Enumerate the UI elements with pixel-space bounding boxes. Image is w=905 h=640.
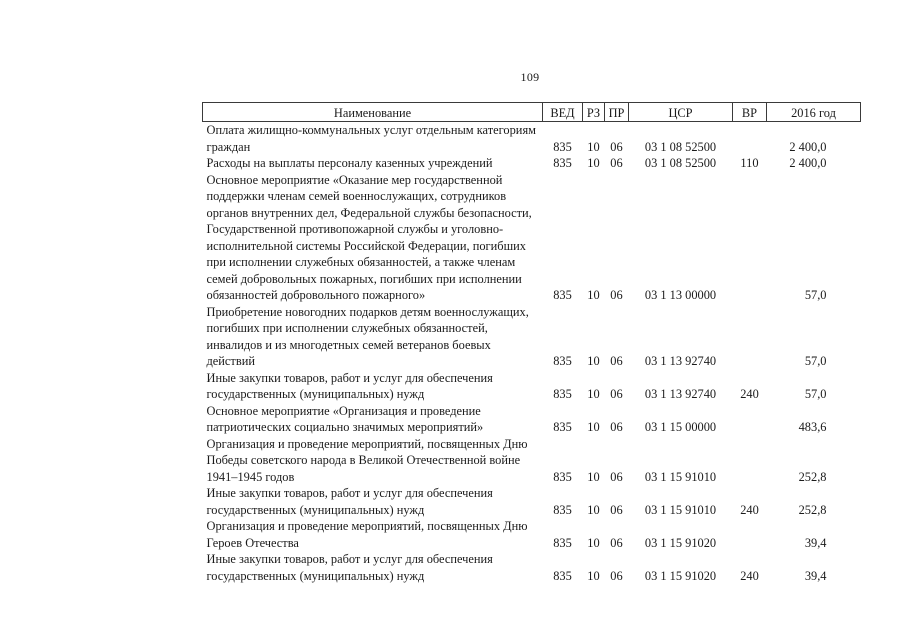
table-row — [203, 551, 861, 584]
table-row — [203, 485, 861, 518]
row-pr: 06 — [610, 420, 623, 434]
row-rz: 10 — [587, 354, 600, 368]
row-ved: 835 — [553, 535, 572, 550]
row-amount: 57,0 — [804, 354, 827, 368]
row-vr: 240 — [740, 502, 759, 517]
row-name: Расходы на выплаты персоналу казенных учреждений — [206, 156, 493, 170]
row-name: Организация и проведение мероприятий, посвященных Дню Победы советского народа в Великой Отечественной войне 1941–1945 годов — [206, 436, 528, 484]
row-csr: 03 1 15 91020 — [644, 535, 717, 550]
row-vr: 240 — [740, 568, 759, 583]
row-pr: 06 — [610, 139, 623, 154]
row-csr: 03 1 15 91010 — [644, 502, 717, 517]
row-ved: 835 — [553, 156, 572, 170]
header-pr: ПР — [605, 103, 629, 122]
header-rz: РЗ — [583, 103, 605, 122]
row-vr — [733, 122, 767, 156]
row-vr — [733, 403, 767, 436]
row-name: Иные закупки товаров, работ и услуг для обеспечения государственных (муниципальных) нужд — [206, 552, 493, 583]
row-rz: 10 — [587, 156, 600, 170]
row-amount: 252,8 — [798, 502, 827, 517]
row-name: Организация и проведение мероприятий, посвященных Дню Героев Отечества — [206, 519, 528, 550]
header-name: Наименование — [203, 103, 543, 122]
row-name: Основное мероприятие «Организация и проведение патриотических социально значимых мероприятий» — [206, 403, 484, 434]
row-ved: 835 — [553, 502, 572, 517]
row-pr: 06 — [610, 535, 623, 550]
header-year: 2016 год — [767, 103, 861, 122]
row-ved: 835 — [553, 288, 572, 302]
row-rz: 10 — [587, 420, 600, 434]
row-amount: 2 400,0 — [789, 156, 827, 170]
table-row — [203, 122, 861, 156]
row-rz: 10 — [587, 139, 600, 154]
table-row — [203, 370, 861, 403]
row-amount: 39,4 — [804, 568, 827, 583]
row-name: Иные закупки товаров, работ и услуг для обеспечения государственных (муниципальных) нужд — [206, 370, 493, 401]
row-rz: 10 — [587, 288, 600, 302]
row-vr — [733, 172, 767, 304]
row-amount: 483,6 — [798, 420, 827, 434]
table-row — [203, 403, 861, 436]
table-row — [203, 518, 861, 551]
row-vr: 240 — [740, 387, 759, 401]
row-amount: 57,0 — [804, 387, 827, 401]
table-row — [203, 436, 861, 486]
row-csr: 03 1 15 91010 — [644, 469, 717, 484]
row-amount: 252,8 — [798, 469, 827, 484]
row-name: Приобретение новогодних подарков детям военнослужащих, погибших при исполнении служебных обязанностей, инвалидов и из многодетных семей ветеранов боевых действий — [206, 304, 529, 368]
row-vr — [733, 518, 767, 551]
table-header — [203, 103, 861, 122]
table-row — [203, 155, 861, 172]
row-amount: 2 400,0 — [789, 139, 827, 154]
row-ved: 835 — [553, 420, 572, 434]
row-vr — [733, 436, 767, 486]
row-ved: 835 — [553, 469, 572, 484]
row-rz: 10 — [587, 469, 600, 484]
row-pr: 06 — [610, 568, 623, 583]
row-pr: 06 — [610, 354, 623, 368]
row-name: Основное мероприятие «Оказание мер государственной поддержки членам семей военнослужащих, сотрудников органов внутренних дел, Федеральной службы безопасности, Государственной противопожарной службы и уголовно-исполнительной системы Российской Федерации, погибших при исполнении служебных обязанностей, а также членам семей добровольных пожарных, погибших при исполнении обязанностей добровольного пожарного» — [206, 172, 532, 302]
row-csr: 03 1 08 52500 — [644, 156, 717, 170]
row-ved: 835 — [553, 139, 572, 154]
row-pr: 06 — [610, 288, 623, 302]
row-amount: 39,4 — [804, 535, 827, 550]
row-csr: 03 1 13 92740 — [644, 387, 717, 401]
table-row — [203, 304, 861, 370]
budget-table — [202, 102, 861, 584]
row-name: Иные закупки товаров, работ и услуг для обеспечения государственных (муниципальных) нужд — [206, 486, 493, 517]
header-row — [203, 103, 861, 122]
table-body — [203, 122, 861, 585]
header-ved: ВЕД — [543, 103, 583, 122]
row-csr: 03 1 08 52500 — [644, 139, 717, 154]
row-pr: 06 — [610, 469, 623, 484]
row-csr: 03 1 15 91020 — [644, 568, 717, 583]
row-vr — [733, 304, 767, 370]
row-pr: 06 — [610, 502, 623, 517]
row-pr: 06 — [610, 156, 623, 170]
row-amount: 57,0 — [804, 288, 827, 302]
row-name: Оплата жилищно-коммунальных услуг отдельным категориям граждан — [206, 123, 536, 154]
table-row — [203, 172, 861, 304]
row-csr: 03 1 13 92740 — [644, 354, 717, 368]
page-number: 109 — [520, 70, 540, 84]
row-rz: 10 — [587, 502, 600, 517]
row-csr: 03 1 13 00000 — [644, 288, 717, 302]
row-ved: 835 — [553, 568, 572, 583]
header-csr: ЦСР — [629, 103, 733, 122]
row-csr: 03 1 15 00000 — [644, 420, 717, 434]
row-ved: 835 — [553, 354, 572, 368]
row-pr: 06 — [610, 387, 623, 401]
row-rz: 10 — [587, 387, 600, 401]
row-rz: 10 — [587, 568, 600, 583]
header-vr: ВР — [733, 103, 767, 122]
row-vr: 110 — [740, 156, 759, 170]
row-rz: 10 — [587, 535, 600, 550]
row-ved: 835 — [553, 387, 572, 401]
